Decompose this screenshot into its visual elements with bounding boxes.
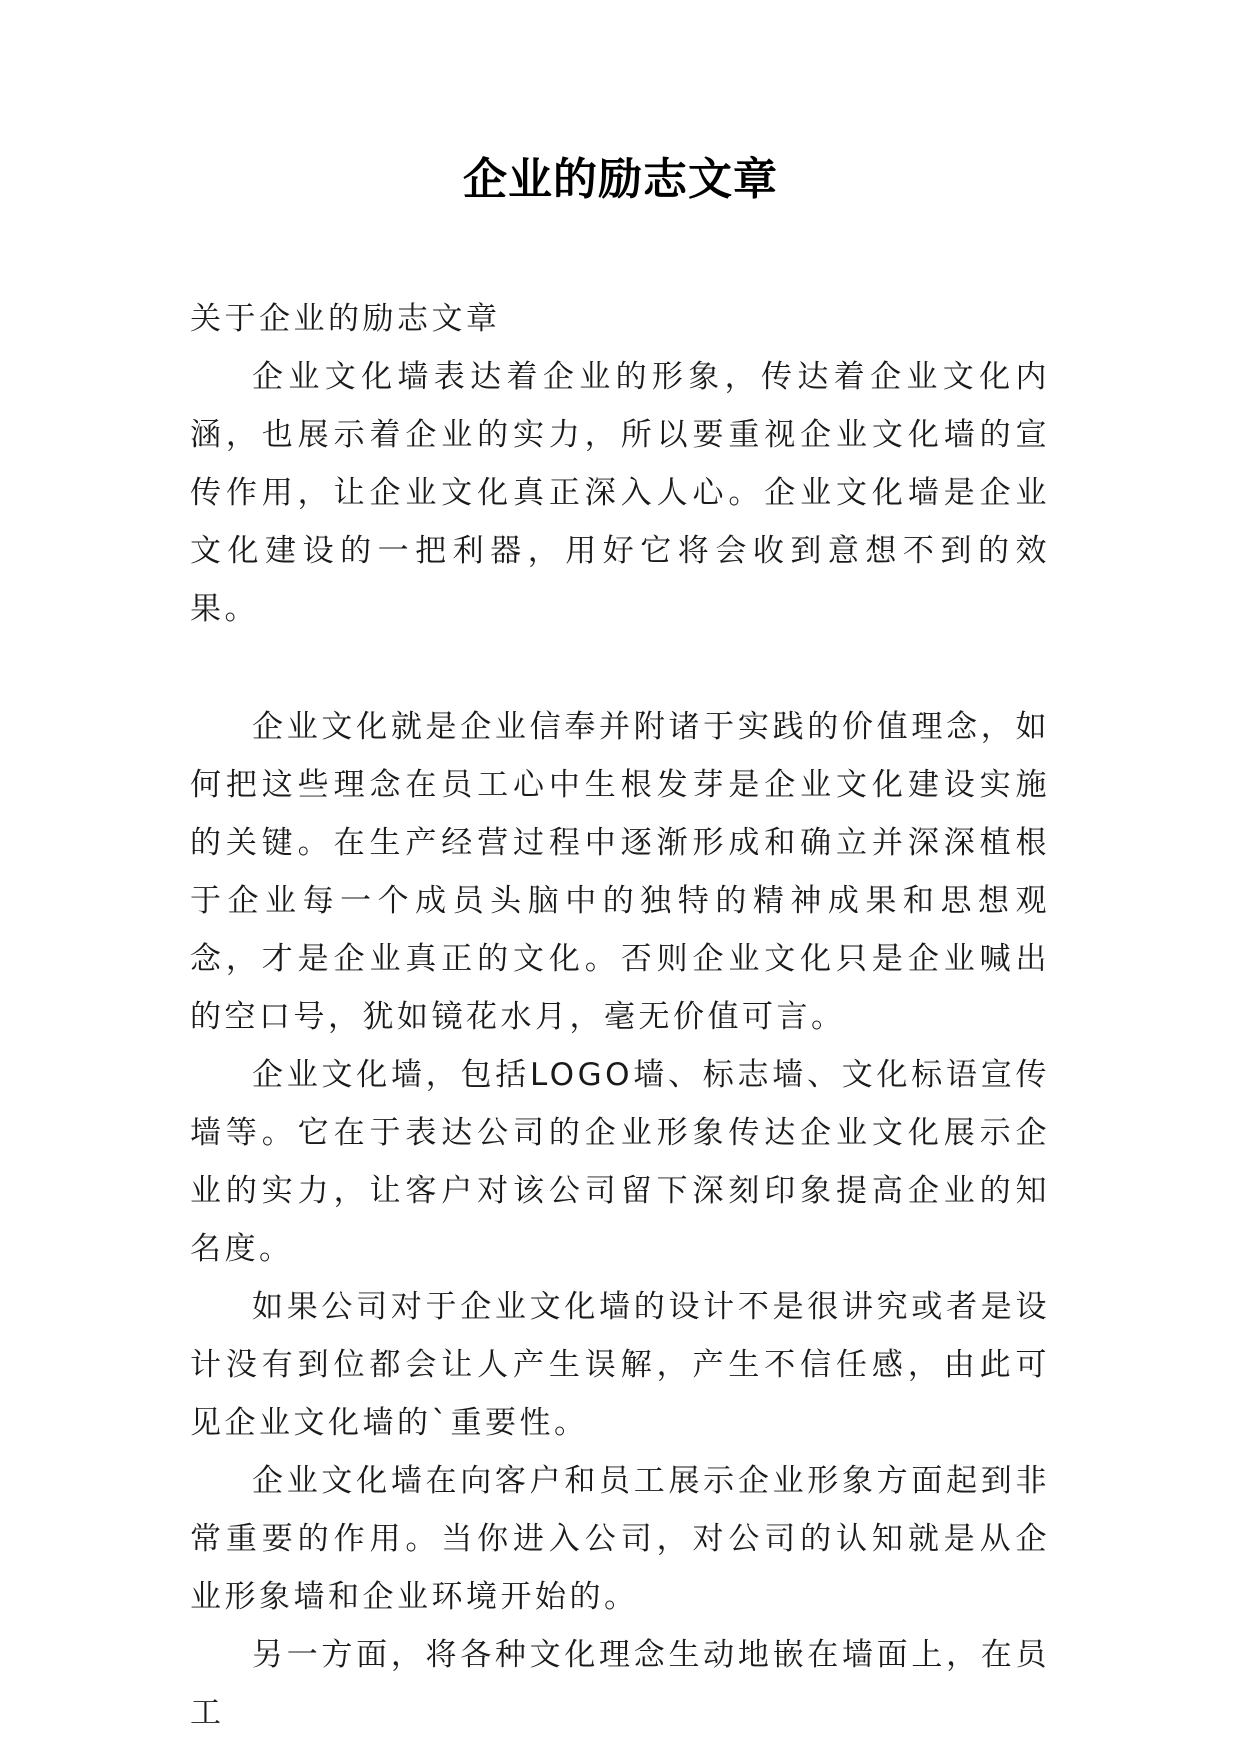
paragraph-2: 企业文化就是企业信奉并附诸于实践的价值理念，如何把这些理念在员工心中生根发芽是企业文化建设实施的关键。在生产经营过程中逐渐形成和确立并深深植根于企业每一个成员头脑中的独特的精神成果和思想观念，才是企业真正的文化。否则企业文化只是企业喊出的空口号，犹如镜花水月，毫无价值可言。: [190, 709, 1050, 1035]
paragraph-6: 另一方面，将各种文化理念生动地嵌在墙面上，在员工: [190, 1637, 1050, 1731]
paragraph-5: 企业文化墙在向客户和员工展示企业形象方面起到非常重要的作用。当你进入公司，对公司的认知就是从企业形象墙和企业环境开始的。: [190, 1463, 1050, 1615]
paragraph-3: 企业文化墙，包括LOGO墙、标志墙、文化标语宣传墙等。它在于表达公司的企业形象传达企业文化展示企业的实力，让客户对该公司留下深刻印象提高企业的知名度。: [190, 1057, 1050, 1267]
paragraph-1: 企业文化墙表达着企业的形象，传达着企业文化内涵，也展示着企业的实力，所以要重视企业文化墙的宣传作用，让企业文化真正深入人心。企业文化墙是企业文化建设的一把利器，用好它将会收到意想不到的效果。: [190, 359, 1050, 627]
intro-line: 关于企业的励志文章: [190, 301, 501, 337]
document-title: 企业的励志文章: [463, 154, 778, 205]
paragraph-4: 如果公司对于企业文化墙的设计不是很讲究或者是设计没有到位都会让人产生误解，产生不信任感，由此可见企业文化墙的`重要性。: [190, 1289, 1050, 1441]
document-body: [190, 290, 1050, 1742]
